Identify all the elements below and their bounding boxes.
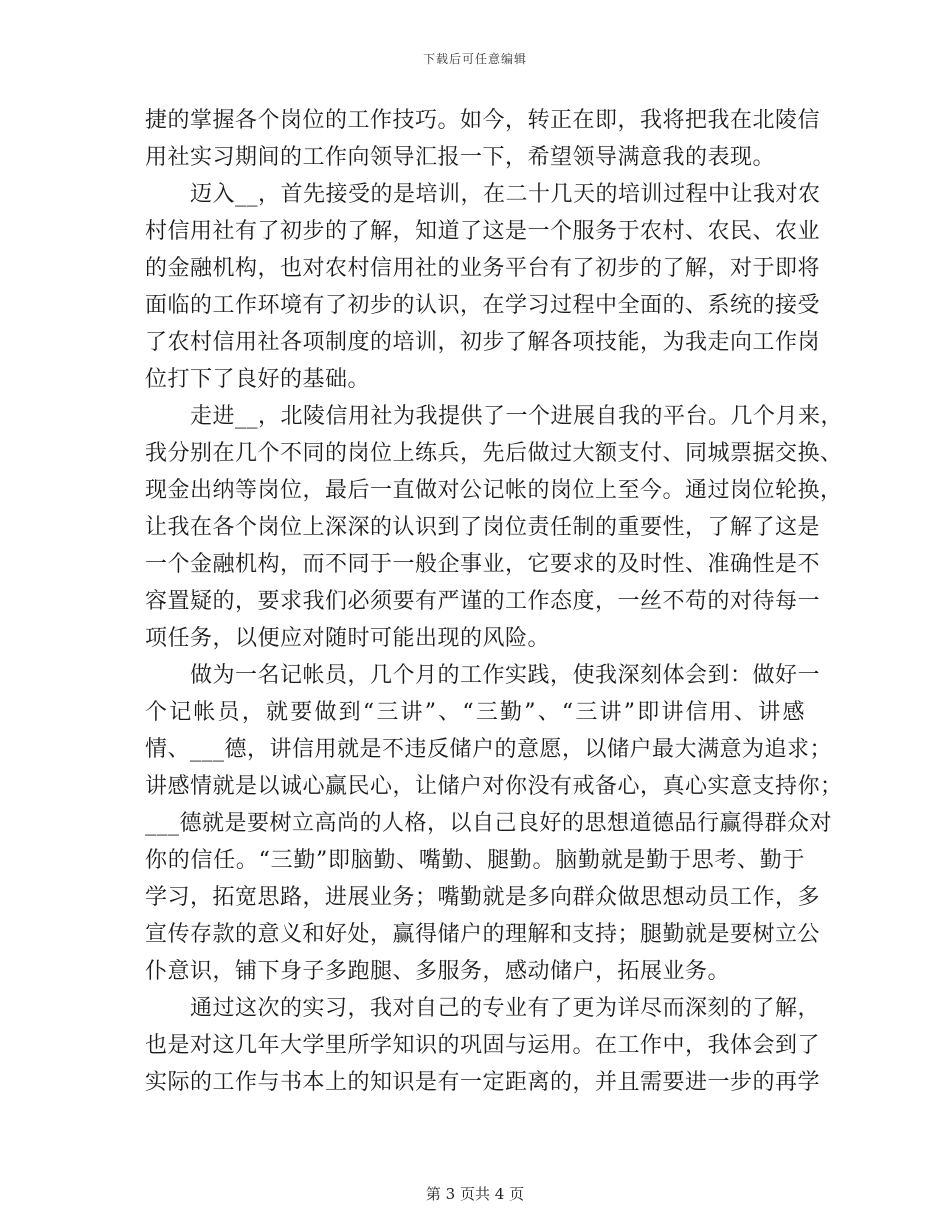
text-line: 容置疑的，要求我们必须要有严谨的工作态度，一丝不苟的对待每一 — [145, 589, 821, 614]
text-line: 迈入__，首先接受的是培训，在二十几天的培训过程中让我对农 — [145, 182, 821, 207]
text-line: 项任务，以便应对随时可能出现的风险。 — [145, 626, 551, 651]
text-line: 学习，拓宽思路，进展业务；嘴勤就是多向群众做思想动员工作，多 — [145, 885, 821, 910]
text-line: 也是对这几年大学里所学知识的巩固与运用。在工作中，我体会到了 — [145, 1033, 821, 1058]
text-line: 位打下了良好的基础。 — [145, 367, 371, 392]
page-number: 第 3 页共 4 页 — [425, 1185, 525, 1203]
text-line: 我分别在几个不同的岗位上练兵，先后做过大额支付、同城票据交换、 — [145, 441, 843, 466]
text-line: 面临的工作环境有了初步的认识，在学习过程中全面的、系统的接受 — [145, 293, 821, 318]
text-line: 捷的掌握各个岗位的工作技巧。如今，转正在即，我将把我在北陵信 — [145, 108, 821, 133]
text-line: 做为一名记帐员，几个月的工作实践，使我深刻体会到：做好一 — [145, 663, 821, 688]
text-line: 讲感情就是以诚心赢民心，让储户对你没有戒备心，真心实意支持你； — [145, 774, 843, 799]
text-line: 的金融机构，也对农村信用社的业务平台有了初步的了解，对于即将 — [145, 256, 821, 281]
text-line: 个记帐员，就要做到“三讲”、“三勤”、“三讲”即讲信用、讲感 — [145, 700, 805, 725]
text-line: 了农村信用社各项制度的培训，初步了解各项技能，为我走向工作岗 — [145, 330, 821, 355]
text-line: 让我在各个岗位上深深的认识到了岗位责任制的重要性，了解了这是 — [145, 515, 821, 540]
text-line: 通过这次的实习，我对自己的专业有了更为详尽而深刻的了解， — [145, 996, 821, 1021]
text-line: 宣传存款的意义和好处，赢得储户的理解和支持；腿勤就是要树立公 — [145, 922, 821, 947]
text-line: 现金出纳等岗位，最后一直做对公记帐的岗位上至今。通过岗位轮换， — [145, 478, 843, 503]
text-line: 村信用社有了初步的了解，知道了这是一个服务于农村、农民、农业 — [145, 219, 821, 244]
text-line: 用社实习期间的工作向领导汇报一下，希望领导满意我的表现。 — [145, 145, 776, 170]
text-line: 仆意识，铺下身子多跑腿、多服务，感动储户，拓展业务。 — [145, 959, 731, 984]
text-line: 实际的工作与书本上的知识是有一定距离的，并且需要进一步的再学 — [145, 1070, 821, 1095]
text-line: 走进__，北陵信用社为我提供了一个进展自我的平台。几个月来， — [145, 404, 844, 429]
text-line: 你的信任。“三勤”即脑勤、嘴勤、腿勤。脑勤就是勤于思考、勤于 — [145, 848, 805, 873]
text-line: ___德就是要树立高尚的人格，以自己良好的思想道德品行赢得群众对 — [145, 811, 833, 836]
text-line: 一个金融机构，而不同于一般企事业，它要求的及时性、准确性是不 — [145, 552, 821, 577]
page-header: 下载后可任意编辑 — [422, 52, 527, 66]
document-body — [145, 102, 844, 1101]
text-line: 情、___德，讲信用就是不违反储户的意愿，以储户最大满意为追求； — [145, 737, 833, 762]
